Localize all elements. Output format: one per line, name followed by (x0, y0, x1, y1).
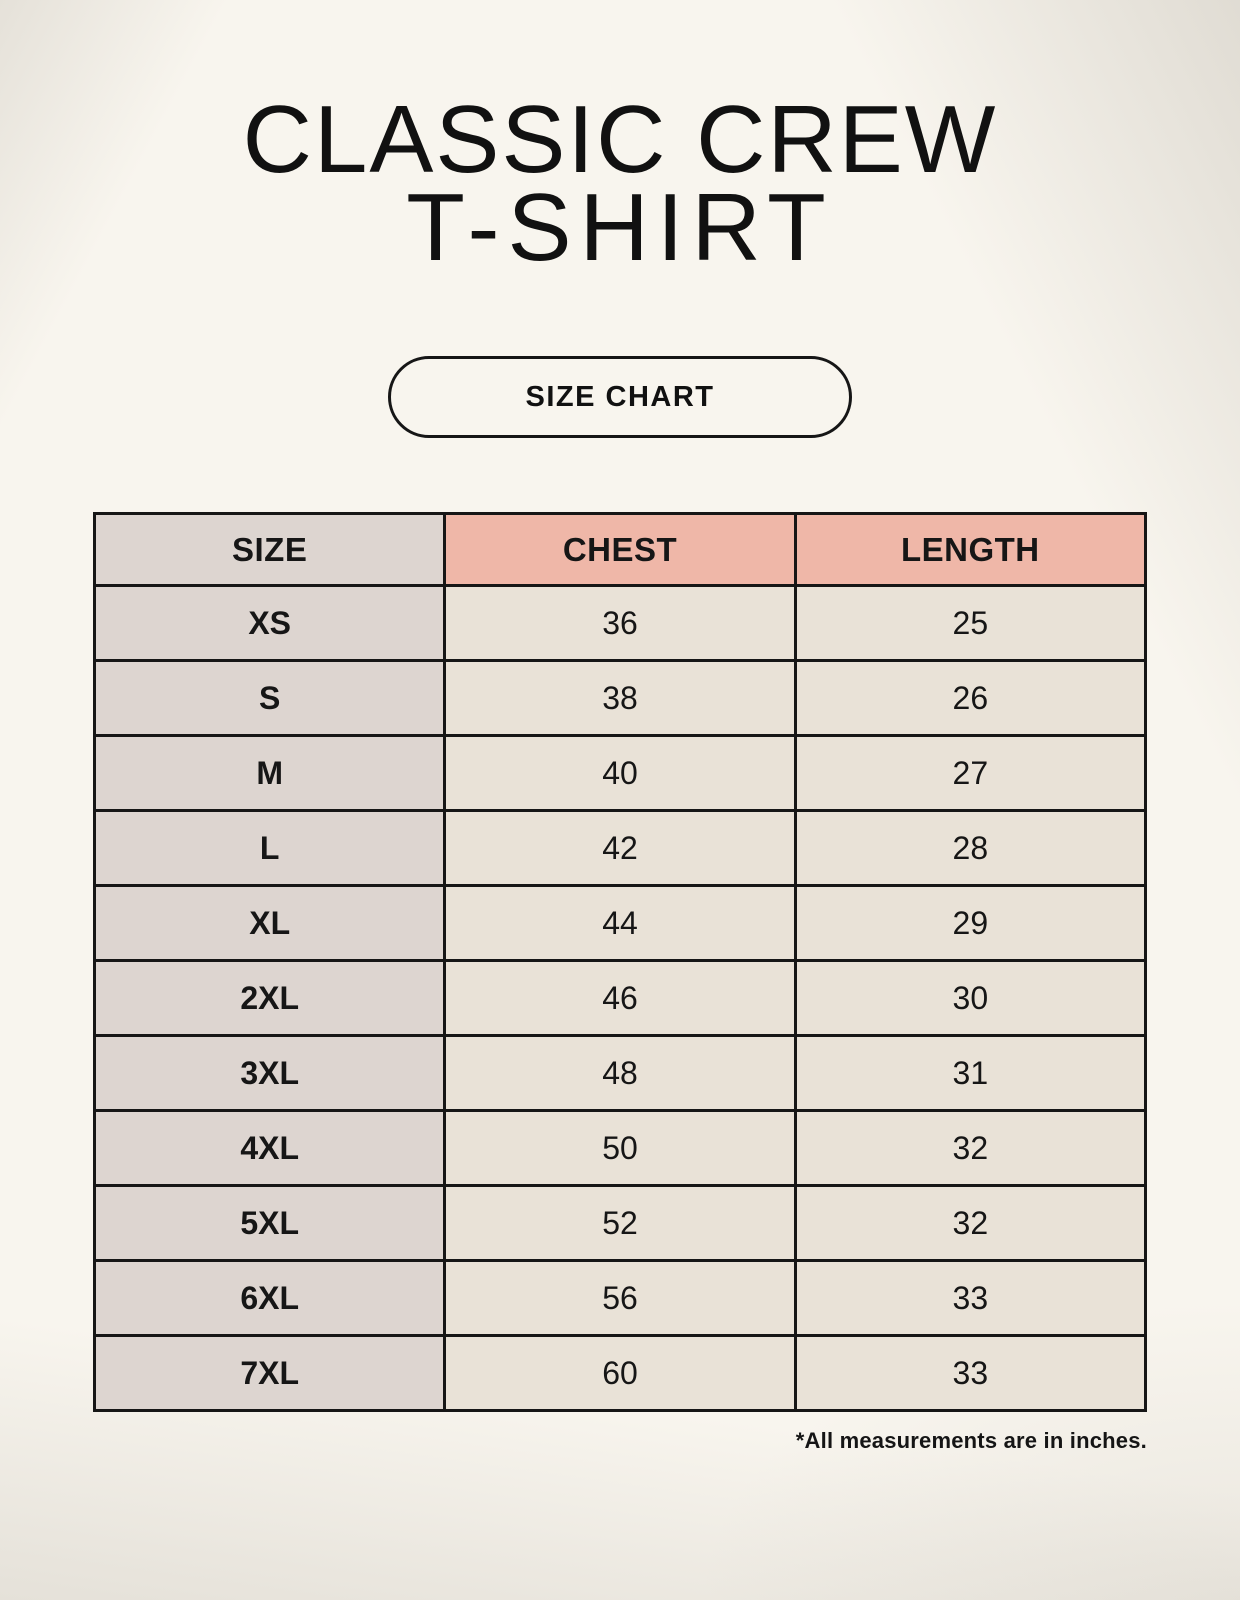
size-chart-button[interactable] (388, 356, 852, 438)
chest-value: 52 (445, 1186, 795, 1261)
table-row (95, 736, 1146, 811)
table-row (95, 886, 1146, 961)
table-row (95, 661, 1146, 736)
size-label: 3XL (95, 1036, 445, 1111)
chest-value: 42 (445, 811, 795, 886)
length-value: 27 (795, 736, 1145, 811)
page-title (0, 0, 1240, 281)
size-label: 5XL (95, 1186, 445, 1261)
chest-value: 46 (445, 961, 795, 1036)
column-header-length: LENGTH (795, 514, 1145, 586)
measurements-note: *All measurements are in inches. (795, 1428, 1147, 1453)
length-value: 30 (795, 961, 1145, 1036)
size-label: 7XL (95, 1336, 445, 1411)
table-row (95, 1261, 1146, 1336)
length-value: 33 (795, 1261, 1145, 1336)
table-row (95, 1036, 1146, 1111)
length-value: 25 (795, 586, 1145, 661)
chest-value: 36 (445, 586, 795, 661)
table-row (95, 811, 1146, 886)
length-value: 29 (795, 886, 1145, 961)
chest-value: 50 (445, 1111, 795, 1186)
size-label: S (95, 661, 445, 736)
chest-value: 56 (445, 1261, 795, 1336)
length-value: 26 (795, 661, 1145, 736)
table-row (95, 1111, 1146, 1186)
table-row (95, 961, 1146, 1036)
table-row (95, 1336, 1146, 1411)
size-label: M (95, 736, 445, 811)
chest-value: 40 (445, 736, 795, 811)
chest-value: 44 (445, 886, 795, 961)
size-label: XS (95, 586, 445, 661)
size-chart-button-label: SIZE CHART (525, 380, 715, 413)
table-row (95, 1186, 1146, 1261)
size-label: XL (95, 886, 445, 961)
size-label: 6XL (95, 1261, 445, 1336)
column-header-size: SIZE (95, 514, 445, 586)
chest-value: 48 (445, 1036, 795, 1111)
chest-value: 38 (445, 661, 795, 736)
length-value: 31 (795, 1036, 1145, 1111)
size-label: 2XL (95, 961, 445, 1036)
size-label: L (95, 811, 445, 886)
size-label: 4XL (95, 1111, 445, 1186)
table-header-row (95, 514, 1146, 586)
chest-value: 60 (445, 1336, 795, 1411)
title-line-1: CLASSIC CREW (242, 86, 998, 193)
length-value: 32 (795, 1186, 1145, 1261)
length-value: 28 (795, 811, 1145, 886)
length-value: 32 (795, 1111, 1145, 1186)
column-header-chest: CHEST (445, 514, 795, 586)
title-line-2: T-SHIRT (406, 174, 834, 281)
length-value: 33 (795, 1336, 1145, 1411)
size-chart-table (93, 512, 1147, 1412)
table-row (95, 586, 1146, 661)
